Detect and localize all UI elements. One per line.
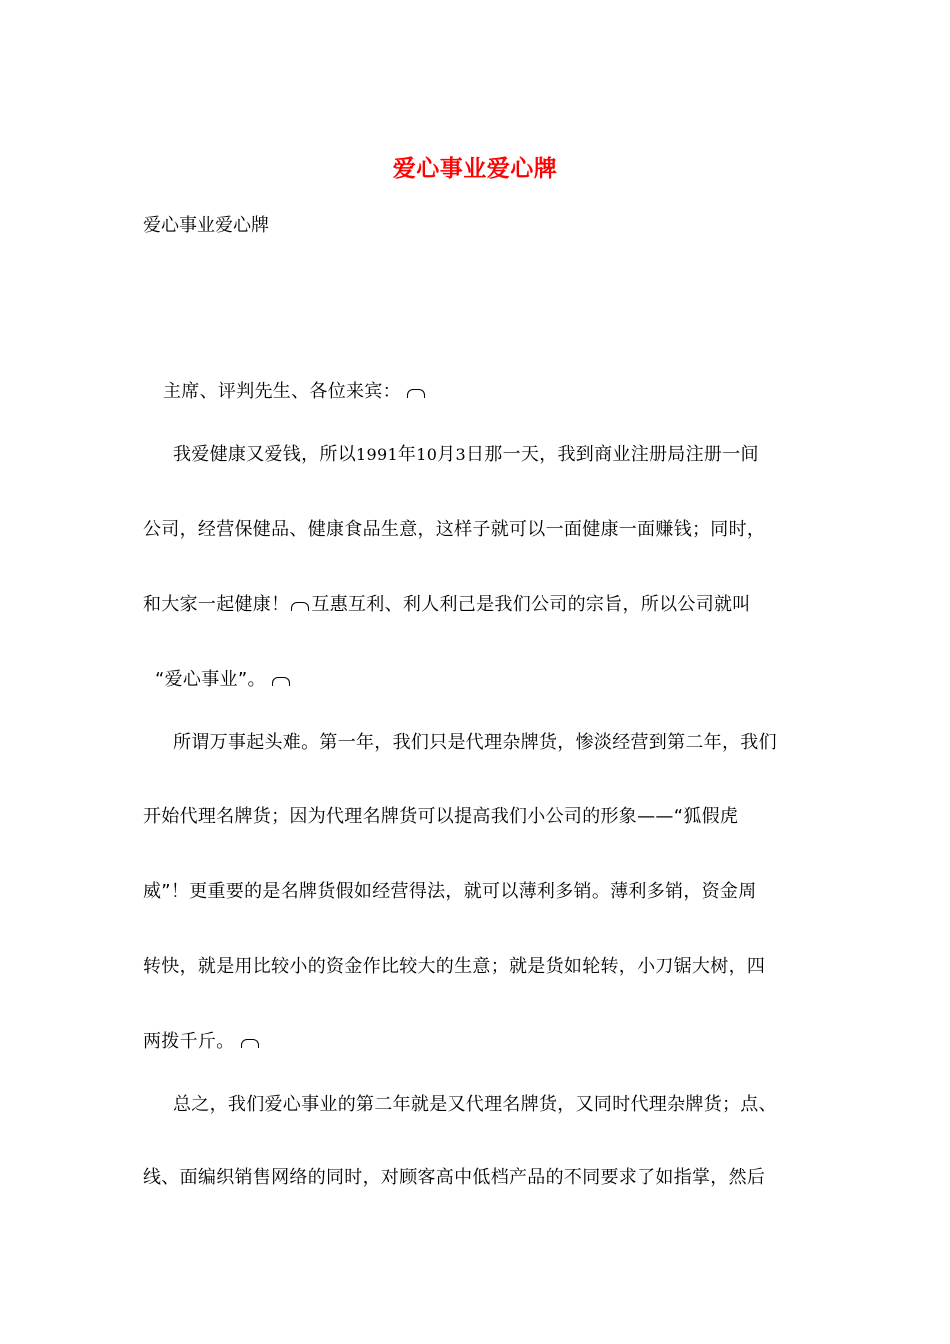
day-number: 3	[455, 445, 466, 464]
p2-line-1: 所谓万事起头难。第一年，我们只是代理杂牌货，惨淡经营到第二年，我们	[173, 732, 777, 753]
p2-line-5-text: 两拨千斤。	[143, 1031, 235, 1052]
p2-line-4: 转快，就是用比较小的资金作比较大的生意；就是货如轮转，小刀锯大树，四	[143, 956, 766, 977]
p1-line-1	[173, 440, 759, 466]
paragraph-mark-icon	[407, 389, 425, 398]
year-number: 1991	[356, 445, 398, 464]
p2-line-2: 开始代理名牌货；因为代理名牌货可以提高我们小公司的形象——“狐假虎	[143, 806, 739, 827]
paragraph-mark-icon	[241, 1039, 259, 1048]
p3-line-1: 总之，我们爱心事业的第二年就是又代理名牌货，又同时代理杂牌货；点、	[173, 1094, 777, 1115]
p1-text-a: 我爱健康又爱钱，所以	[173, 444, 356, 465]
p1-line-4-text: “爱心事业”。	[155, 669, 266, 690]
paragraph-mark-icon	[291, 602, 309, 611]
p1-line-3-a: 和大家一起健康！	[143, 594, 290, 615]
document-subtitle: 爱心事业爱心牌	[143, 215, 269, 236]
document-title: 爱心事业爱心牌	[392, 155, 558, 182]
p1-text-b: 日那一天，我到商业注册局注册一间	[466, 444, 759, 465]
year-unit: 年	[397, 444, 417, 465]
month-number: 10	[416, 445, 438, 464]
p3-line-2: 线、面编织销售网络的同时，对顾客高中低档产品的不同要求了如指掌，然后	[143, 1167, 766, 1188]
p1-line-4	[155, 665, 290, 691]
p2-line-3: 威”！更重要的是名牌货假如经营得法，就可以薄利多销。薄利多销，资金周	[143, 881, 757, 902]
salutation-line	[163, 377, 425, 403]
salutation-text: 主席、评判先生、各位来宾：	[163, 381, 401, 402]
p1-line-3	[143, 590, 751, 616]
paragraph-mark-icon	[272, 677, 290, 686]
p1-line-3-b: 互惠互利、利人利己是我们公司的宗旨，所以公司就叫	[311, 594, 751, 615]
month-unit: 月	[437, 444, 456, 465]
p1-line-2: 公司，经营保健品、健康食品生意，这样子就可以一面健康一面赚钱；同时，	[143, 519, 766, 540]
p2-line-5	[143, 1027, 259, 1053]
